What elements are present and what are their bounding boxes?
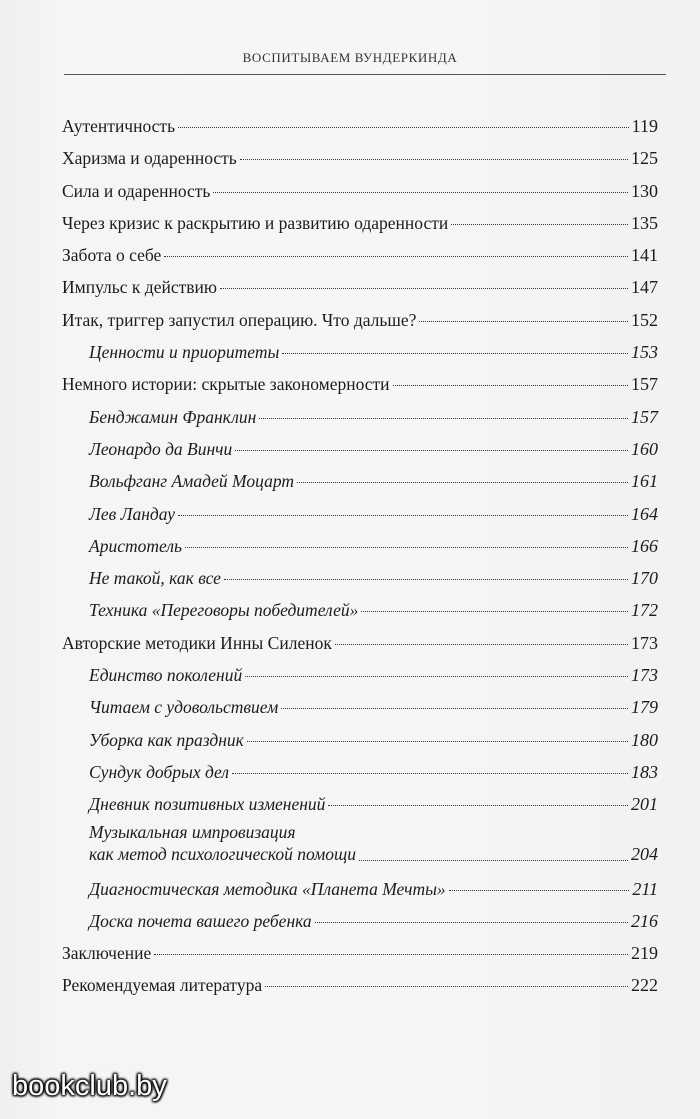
- toc-entry: [62, 110, 658, 142]
- toc-entry-title: Лев Ландау: [89, 503, 176, 524]
- toc-subentry: [62, 498, 658, 530]
- dot-leader: [315, 922, 628, 923]
- toc-entry-title: Диагностическая методика «Планета Мечты»: [89, 878, 446, 899]
- toc-subentry: [62, 756, 658, 788]
- toc-entry-page: 119: [631, 116, 658, 136]
- toc-subentry: [62, 905, 658, 937]
- dot-leader: [328, 805, 628, 806]
- dot-leader: [164, 256, 628, 257]
- toc-entry-title: Уборка как праздник: [89, 729, 244, 750]
- dot-leader: [220, 288, 628, 289]
- toc-entry-page: 161: [631, 471, 658, 492]
- toc-entry: [62, 239, 658, 271]
- toc-entry-title: Авторские методики Инны Силенок: [62, 632, 332, 653]
- dot-leader: [178, 127, 629, 128]
- toc-entry-title: Сила и одаренность: [62, 180, 211, 201]
- toc-subentry: [62, 724, 658, 756]
- toc-subentry: [62, 465, 658, 497]
- dot-leader: [213, 192, 628, 193]
- toc-entry-page: 153: [631, 342, 658, 363]
- dot-leader: [393, 385, 628, 386]
- toc-entry: [62, 175, 658, 207]
- toc-entry: [62, 142, 658, 174]
- toc-entry: [62, 969, 658, 1001]
- toc-entry-page: 183: [631, 761, 658, 782]
- toc-entry-title: Рекомендуемая литература: [62, 975, 263, 996]
- toc-entry-page: 157: [631, 374, 658, 395]
- toc-entry-page: 204: [631, 843, 658, 864]
- toc-entry-title: Аристотель: [89, 535, 182, 556]
- dot-leader: [419, 321, 628, 322]
- toc-entry-title: [89, 821, 356, 865]
- toc-entry: [62, 271, 658, 303]
- toc-entry-title: Немного истории: скрытые закономерности: [62, 374, 390, 395]
- dot-leader: [451, 224, 628, 225]
- toc-entry-title: Через кризис к раскрытию и развитию одаренности: [62, 212, 449, 233]
- toc-entry-title: Не такой, как все: [89, 568, 221, 589]
- dot-leader: [265, 986, 628, 987]
- toc-entry-title: Вольфганг Амадей Моцарт: [89, 471, 295, 492]
- dot-leader: [185, 547, 628, 548]
- dot-leader: [154, 954, 628, 955]
- toc-entry-page: 173: [631, 632, 658, 653]
- toc-entry-title: Ценности и приоритеты: [89, 342, 280, 363]
- toc-entry-title: Харизма и одаренность: [62, 148, 237, 169]
- watermark: bookclub.by: [12, 1070, 167, 1102]
- toc-entry-page: 147: [631, 277, 658, 298]
- toc-entry-title: Аутентичность: [62, 116, 176, 136]
- toc-subentry: [62, 336, 658, 368]
- toc-entry: [62, 304, 658, 336]
- toc-entry-page: 164: [631, 503, 658, 524]
- toc-entry-title: Бенджамин Франклин: [89, 406, 257, 427]
- toc-subentry: [62, 821, 658, 873]
- toc-entry-title: Импульс к действию: [62, 277, 217, 298]
- toc-entry-title: Доска почета вашего ребенка: [89, 910, 312, 931]
- dot-leader: [178, 515, 628, 516]
- toc-entry-title-line: Музыкальная импровизация: [89, 821, 296, 842]
- toc-entry-page: 125: [631, 148, 658, 169]
- dot-leader: [224, 579, 628, 580]
- toc-entry-title-line: как метод психологической помощи: [89, 843, 356, 864]
- dot-leader: [232, 773, 628, 774]
- toc-entry-page: 179: [631, 697, 658, 718]
- dot-leader: [335, 644, 628, 645]
- toc-entry-title: Техника «Переговоры победителей»: [89, 600, 359, 621]
- toc-entry-page: 130: [631, 180, 658, 201]
- toc-entry-title: Итак, триггер запустил операцию. Что дальше?: [62, 309, 417, 330]
- toc-subentry: [62, 788, 658, 820]
- toc-entry-title: Забота о себе: [62, 245, 162, 266]
- toc-entry-page: 152: [631, 309, 658, 330]
- toc-entry-page: 222: [631, 975, 658, 996]
- dot-leader: [259, 418, 628, 419]
- toc-entry-title: Читаем с удовольствием: [89, 697, 279, 718]
- toc-entry-title: Сундук добрых дел: [89, 761, 230, 782]
- toc-entry-page: 170: [631, 568, 658, 589]
- toc-entry: [62, 627, 658, 659]
- toc-entry-page: 180: [631, 729, 658, 750]
- toc-entry-page: 201: [631, 794, 658, 815]
- toc-entry-page: 172: [631, 600, 658, 621]
- toc-subentry: [62, 401, 658, 433]
- toc-entry: [62, 368, 658, 400]
- toc-entry-title: Дневник позитивных изменений: [89, 794, 326, 815]
- toc-entry-page: 166: [631, 535, 658, 556]
- dot-leader: [245, 676, 628, 677]
- dot-leader: [235, 450, 628, 451]
- dot-leader: [361, 611, 628, 612]
- toc-subentry: [62, 433, 658, 465]
- dot-leader: [359, 860, 628, 861]
- toc-entry-page: 216: [631, 910, 658, 931]
- toc-subentry: [62, 562, 658, 594]
- dot-leader: [247, 741, 628, 742]
- toc-subentry: [62, 659, 658, 691]
- dot-leader: [281, 708, 628, 709]
- dot-leader: [282, 353, 628, 354]
- table-of-contents: [62, 110, 658, 1002]
- toc-entry-page: 219: [631, 943, 658, 964]
- toc-subentry: [62, 530, 658, 562]
- toc-entry-page: 157: [631, 406, 658, 427]
- toc-subentry: [62, 691, 658, 723]
- toc-entry: [62, 937, 658, 969]
- toc-entry: [62, 207, 658, 239]
- toc-entry-page: 135: [631, 212, 658, 233]
- running-head: ВОСПИТЫВАЕМ ВУНДЕРКИНДА: [242, 50, 458, 65]
- toc-subentry: [62, 594, 658, 626]
- toc-entry-page: 141: [631, 245, 658, 266]
- toc-entry-title: Единство поколений: [89, 665, 243, 686]
- toc-entry-page: 211: [632, 878, 658, 899]
- dot-leader: [297, 482, 628, 483]
- toc-entry-page: 173: [631, 665, 658, 686]
- toc-entry-title: Леонардо да Винчи: [89, 438, 233, 459]
- toc-entry-title: Заключение: [62, 943, 152, 964]
- toc-entry-page: 160: [631, 438, 658, 459]
- toc-subentry: [62, 873, 658, 905]
- dot-leader: [240, 159, 628, 160]
- dot-leader: [449, 890, 630, 891]
- header-rule: [64, 74, 666, 75]
